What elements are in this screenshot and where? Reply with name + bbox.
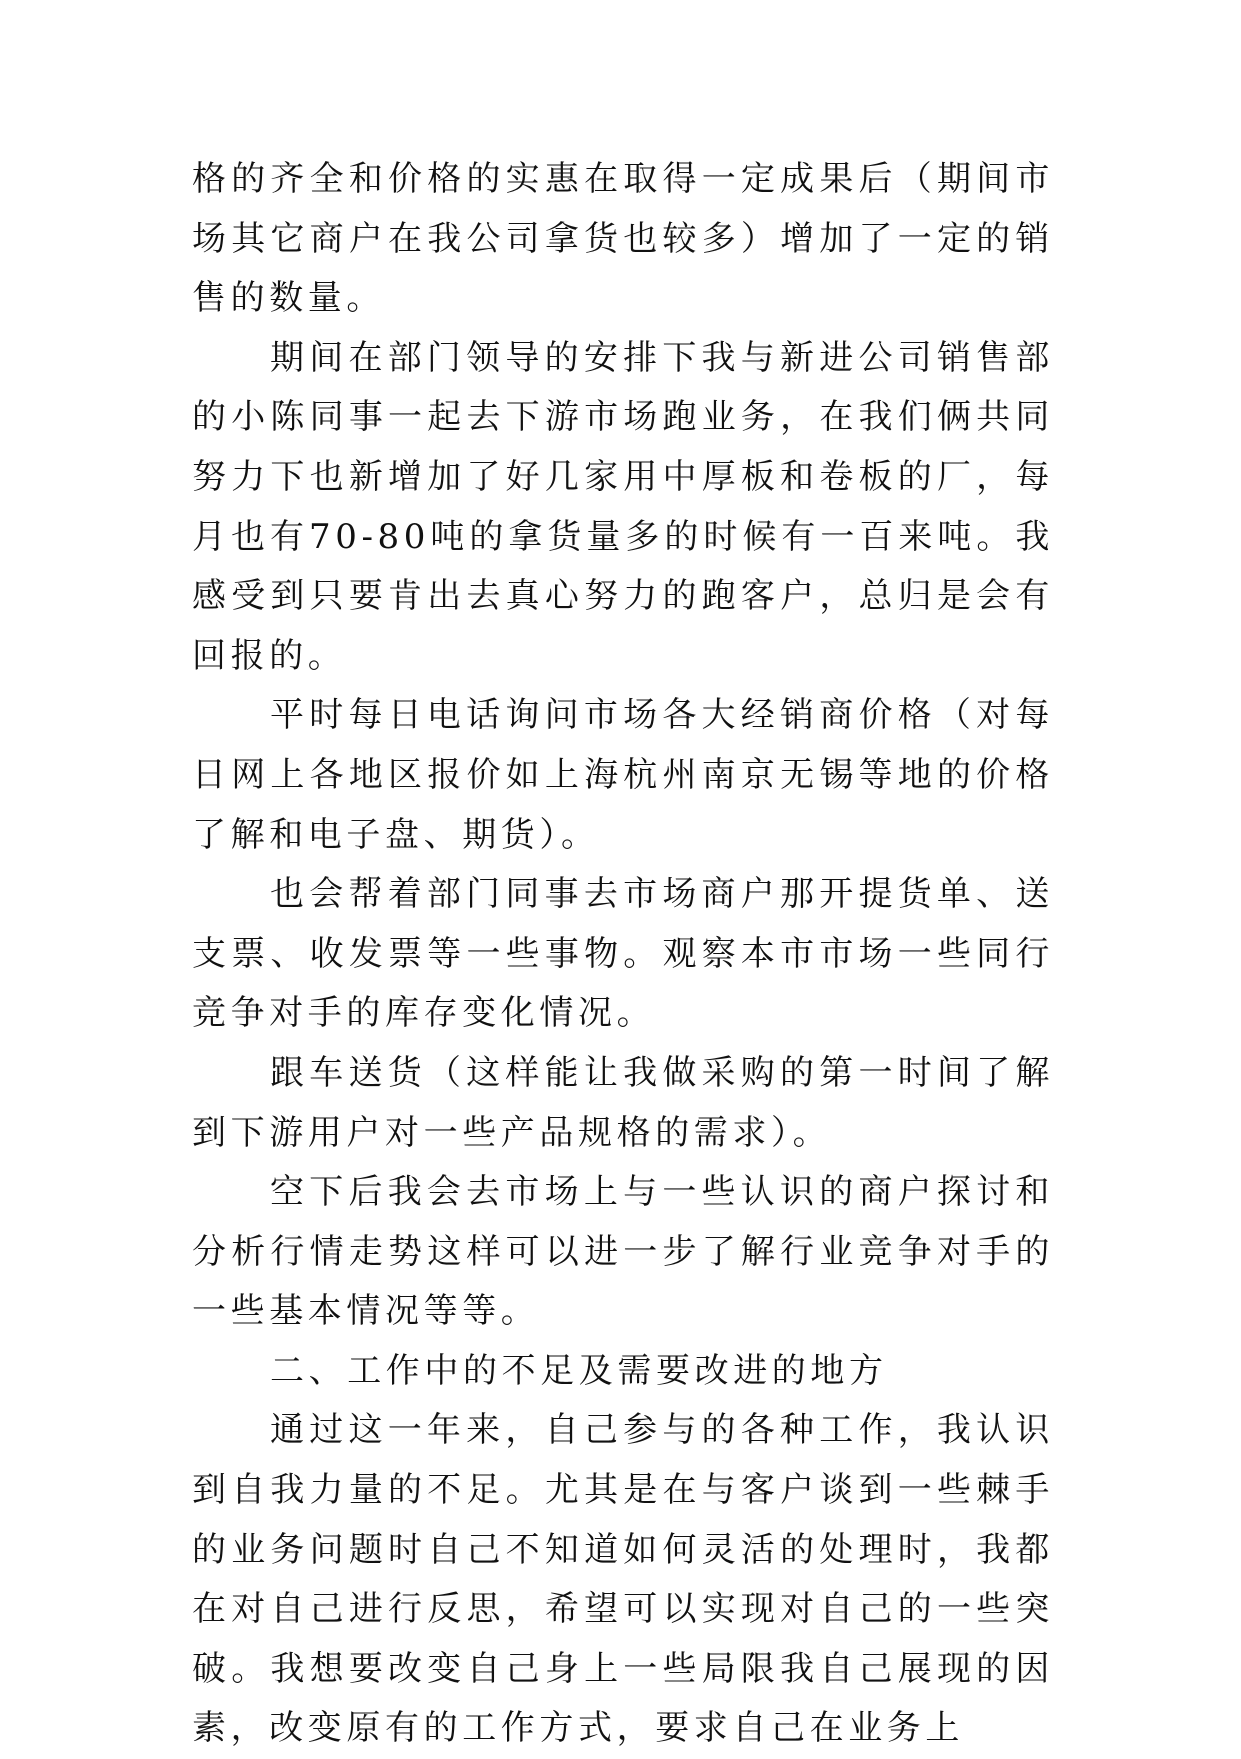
paragraph-price-inquiry: 平时每日电话询问市场各大经销商价格（对每日网上各地区报价如上海杭州南京无锡等地的价格了解和电子盘、期货）。 [192, 695, 1054, 855]
section-heading-shortcomings: 二、工作中的不足及需要改进的地方 [270, 1350, 888, 1391]
paragraph-continuation: 格的齐全和价格的实惠在取得一定成果后（期间市场其它商户在我公司拿货也较多）增加了一定的销售的数量。 [192, 159, 1054, 319]
document-body [192, 150, 1054, 1759]
paragraph-self-reflection: 通过这一年来，自己参与的各种工作，我认识到自我力量的不足。尤其是在与客户谈到一些棘手的业务问题时自己不知道如何灵活的处理时，我都在对自己进行反思，希望可以实现对自己的一些突破。我想要改变自己身上一些局限我自己展现的因素，改变原有的工作方式，要求自己在业务上 [192, 1410, 1054, 1749]
paragraph-assist-colleagues: 也会帮着部门同事去市场商户那开提货单、送支票、收发票等一些事物。观察本市市场一些同行竞争对手的库存变化情况。 [192, 874, 1054, 1034]
paragraph-business-expansion: 期间在部门领导的安排下我与新进公司销售部的小陈同事一起去下游市场跑业务，在我们俩共同努力下也新增加了好几家用中厚板和卷板的厂，每月也有70-80吨的拿货量多的时候有一百来吨。我感受到只要肯出去真心努力的跑客户，总归是会有回报的。 [192, 337, 1054, 676]
paragraph-market-analysis: 空下后我会去市场上与一些认识的商户探讨和分析行情走势这样可以进一步了解行业竞争对手的一些基本情况等等。 [192, 1172, 1054, 1332]
paragraph-delivery: 跟车送货（这样能让我做采购的第一时间了解到下游用户对一些产品规格的需求）。 [192, 1052, 1054, 1153]
